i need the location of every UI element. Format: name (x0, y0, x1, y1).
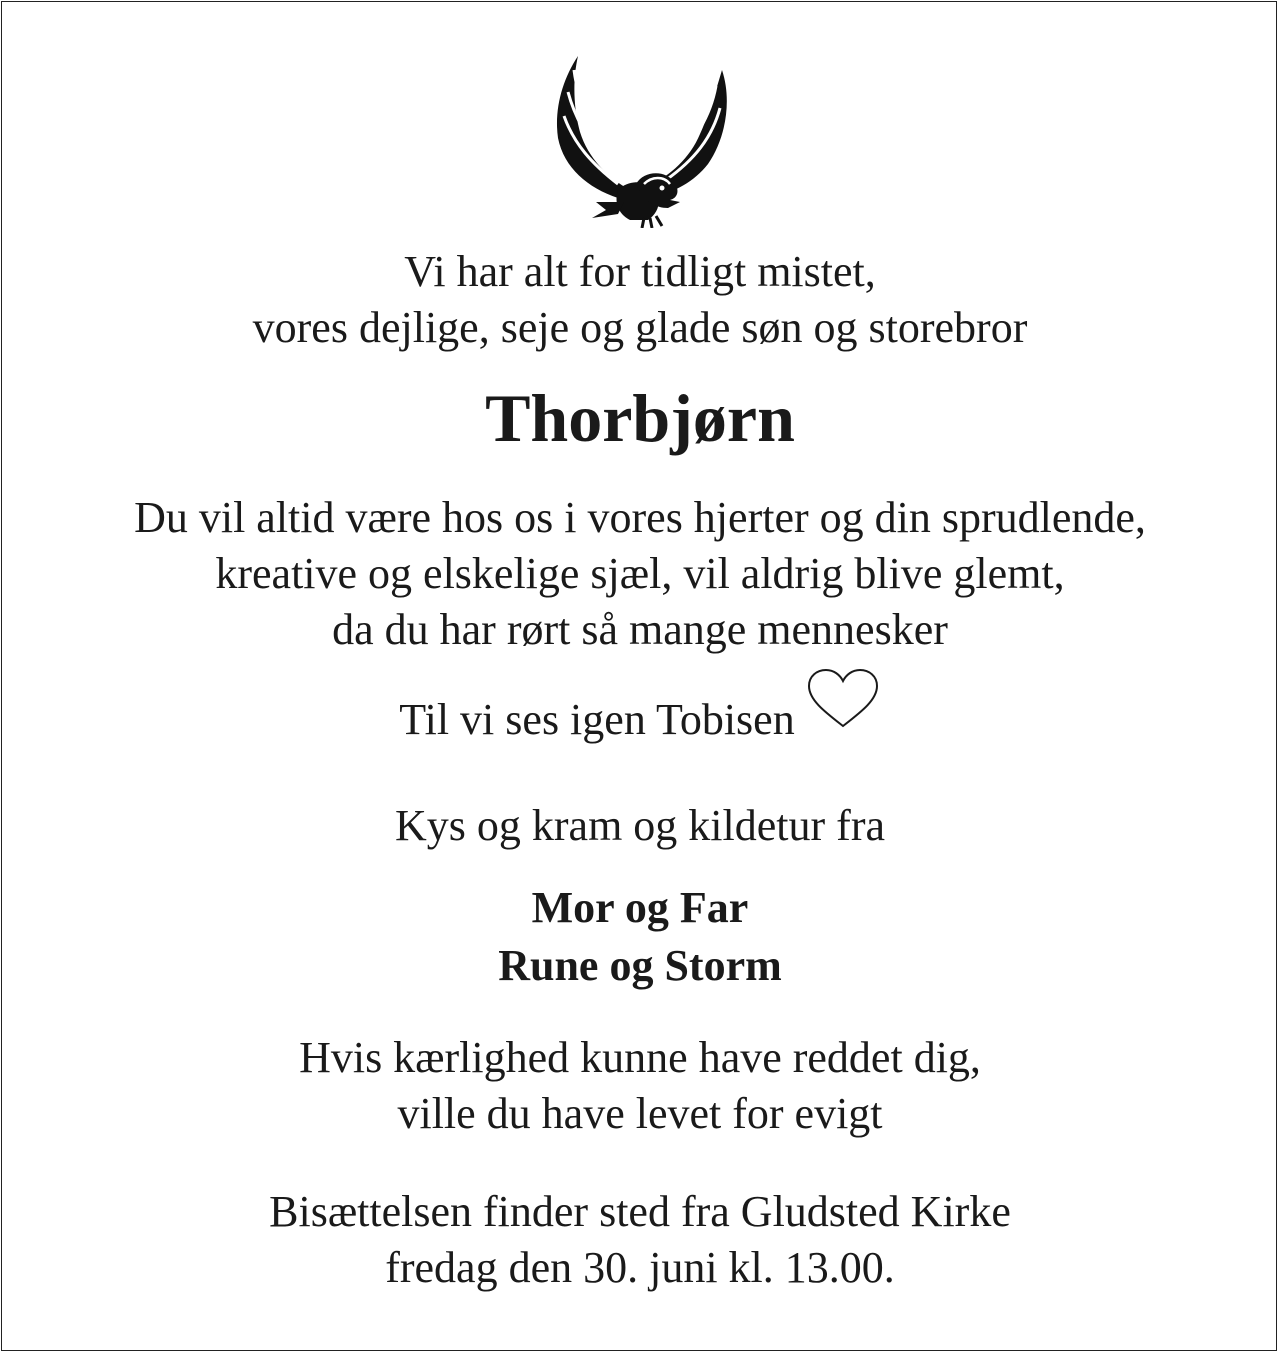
heart-outline-icon (805, 668, 881, 730)
signature-line-2: Rune og Storm (498, 941, 782, 990)
service-line-1: Bisættelsen finder sted fra Gludsted Kirke (269, 1187, 1011, 1236)
deceased-name: Thorbjørn (485, 380, 795, 456)
eagle-icon (548, 52, 732, 228)
intro-line-1: Vi har alt for tidligt mistet, (404, 247, 876, 296)
farewell-line (0, 692, 1280, 748)
signature-line-1: Mor og Far (531, 883, 749, 932)
intro-line-2: vores dejlige, seje og glade søn og storebror (252, 303, 1028, 352)
tribute-line-1: Du vil altid være hos os i vores hjerter og din sprudlende, (134, 493, 1146, 542)
service-line-2: fredag den 30. juni kl. 13.00. (385, 1243, 895, 1292)
greeting-line: Kys og kram og kildetur fra (395, 801, 885, 850)
verse-line-2: ville du have levet for evigt (397, 1089, 883, 1138)
verse-line-1: Hvis kærlighed kunne have reddet dig, (299, 1033, 981, 1082)
farewell-text: Til vi ses igen Tobisen (399, 695, 795, 744)
tribute-line-3: da du har rørt så mange mennesker (332, 605, 948, 654)
tribute-line-2: kreative og elskelige sjæl, vil aldrig blive glemt, (215, 549, 1065, 598)
